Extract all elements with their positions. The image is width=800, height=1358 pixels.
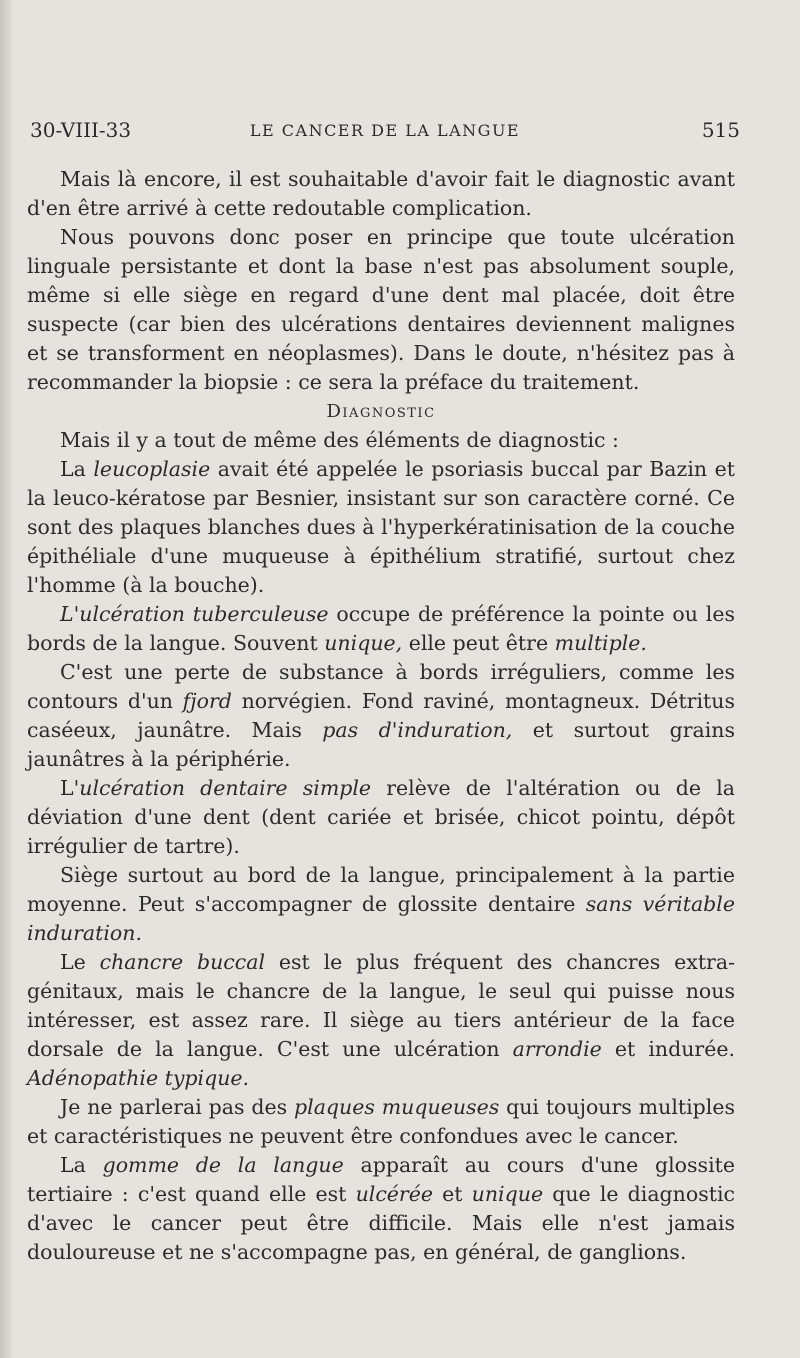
paragraph-4	[27, 455, 735, 600]
paragraph-5	[27, 600, 735, 658]
header-date: 30-VIII-33	[30, 118, 132, 142]
paragraph-9	[27, 948, 735, 1093]
p11-italic-2: ulcérée	[355, 1182, 433, 1206]
p11-text-3: et	[433, 1182, 472, 1206]
p11-text-4: que le diagnostic d'avec le cancer peut être difficile. Mais elle n'est jamais douloureuse et ne s'accompagne pas, en général, de ganglions.	[27, 1182, 736, 1264]
p9-italic-1: chancre buccal	[99, 950, 266, 974]
p5-italic-3: multiple.	[554, 631, 647, 655]
p9-text-2: est le plus fréquent des chancres extra-génitaux, mais le chancre de la langue, le seul qui puisse nous intéresser, est assez rare. Il siège au tiers antérieur de la face dorsale de la langue. C'est une ulcération	[27, 950, 736, 1061]
section-title-text: Diagnostic	[326, 401, 436, 422]
paragraph-7	[27, 774, 735, 861]
paragraph-8	[27, 861, 735, 948]
paragraph-6	[27, 658, 735, 774]
p10-italic-1: plaques muqueuses	[294, 1095, 500, 1119]
p9-text-1: Le	[60, 950, 100, 974]
p6-text-3: et surtout grains jaunâtres à la périphérie.	[27, 718, 736, 771]
section-title-diagnostic	[27, 397, 735, 426]
paragraph-10	[27, 1093, 735, 1151]
p7-text-2: relève de l'altération ou de la déviation d'une dent (dent cariée et brisée, chicot pointu, dépôt irrégulier de tartre).	[27, 776, 736, 858]
paragraph-1: Mais là encore, il est souhaitable d'avoir fait le diagnostic avant d'en être arrivé à cette redoutable complication.	[27, 167, 735, 220]
page-edge-shadow	[0, 0, 14, 1358]
p4-italic-1: leucoplasie	[93, 457, 211, 481]
running-header	[30, 118, 740, 144]
p11-text-1: La	[60, 1153, 103, 1177]
p9-italic-2: arrondie	[512, 1037, 602, 1061]
p5-text-2: elle peut être	[402, 631, 555, 655]
p11-italic-1: gomme de la langue	[102, 1153, 344, 1177]
p5-text-1: occupe de préférence la pointe ou les bords de la langue. Souvent	[27, 602, 735, 655]
p5-italic-2: unique,	[324, 631, 403, 655]
p8-text-1: Siège surtout au bord de la langue, principalement à la partie moyenne. Peut s'accompagner de glossite dentaire	[27, 863, 735, 916]
p6-text-1: C'est une perte de substance à bords irréguliers, comme les contours d'un	[27, 660, 735, 713]
p8-italic-1: sans véritable induration.	[27, 892, 735, 945]
paragraph-3: Mais il y a tout de même des éléments de diagnostic :	[60, 428, 619, 452]
p10-text-2: qui toujours multiples et caractéristiques ne peuvent être confondues avec le cancer.	[27, 1095, 736, 1148]
p6-text-2: norvégien. Fond raviné, montagneux. Détritus caséeux, jaunâtre. Mais	[27, 689, 735, 742]
p11-italic-3: unique	[471, 1182, 544, 1206]
p4-text-2: avait été appelée le psoriasis buccal par Bazin et la leuco-kératose par Besnier, insistant sur son caractère corné. Ce sont des plaques blanches dues à l'hyperkératinisation de la couche épithéliale d'une muqueuse à épithélium stratifié, surtout chez l'homme (à la bouche).	[27, 457, 735, 597]
paragraph-2: Nous pouvons donc poser en principe que toute ulcération linguale persistante et dont la base n'est pas absolument souple, même si elle siège en regard d'une dent mal placée, doit être suspecte (car bien des ulcérations dentaires deviennent malignes et se transforment en néoplasmes). Dans le doute, n'hésitez pas à recommander la biopsie : ce sera la préface du traitement.	[27, 225, 735, 394]
paragraph-11	[27, 1151, 735, 1267]
p10-text-1: Je ne parlerai pas des	[60, 1095, 295, 1119]
p4-text-1: La	[60, 457, 94, 481]
p7-italic-1: ulcération dentaire simple	[79, 776, 372, 800]
p9-italic-3: Adénopathie typique.	[27, 1066, 250, 1090]
p11-text-2: apparaît au cours d'une glossite tertiaire : c'est quand elle est	[27, 1153, 735, 1206]
p7-text-1: L'	[60, 776, 80, 800]
p9-text-3: et indurée.	[601, 1037, 735, 1061]
page-body	[27, 165, 735, 1267]
page-number: 515	[701, 118, 740, 142]
header-running-title: LE CANCER DE LA LANGUE	[249, 121, 521, 140]
p6-italic-1: fjord	[182, 689, 232, 713]
p6-italic-2: pas d'induration,	[322, 718, 513, 742]
p5-italic-1: L'ulcération tuberculeuse	[60, 602, 329, 626]
